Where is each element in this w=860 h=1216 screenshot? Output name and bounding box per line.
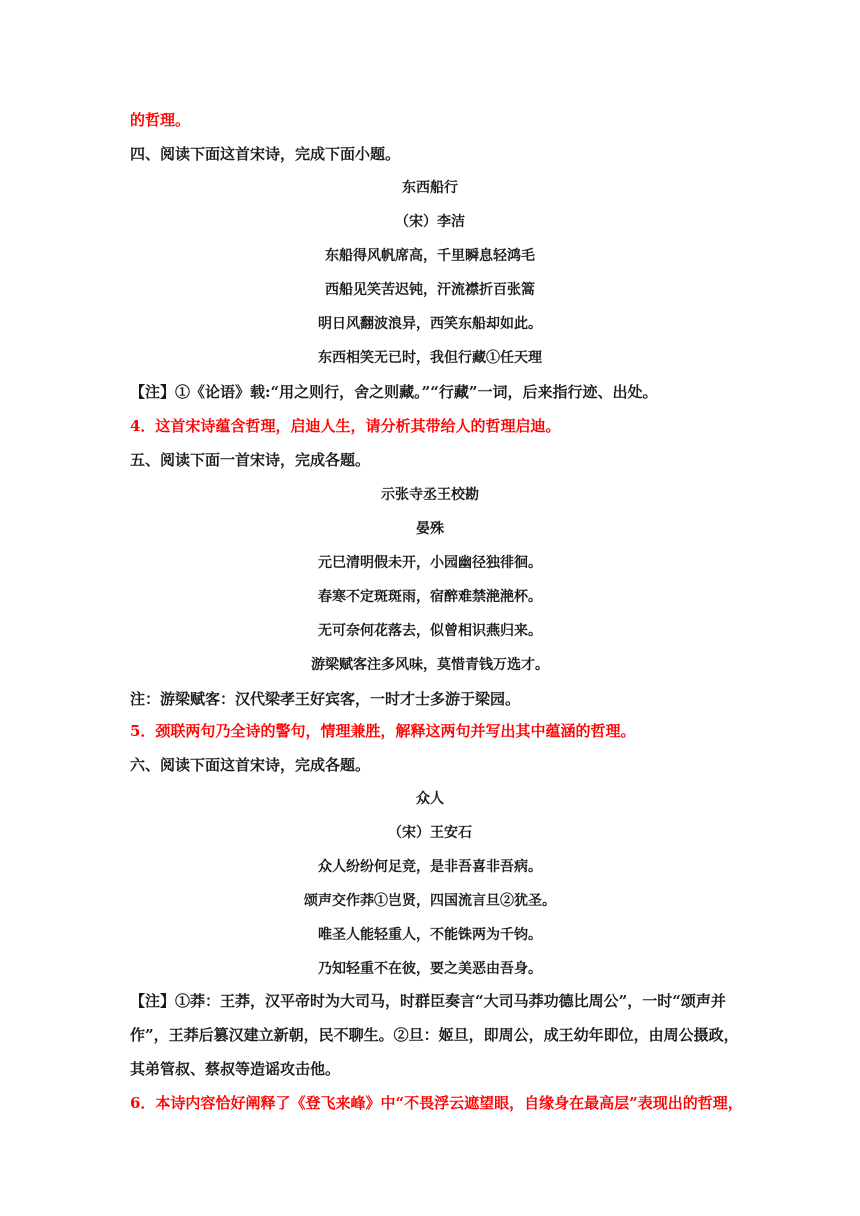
question-5: 5．颈联两句乃全诗的警句，情理兼胜，解释这两句并写出其中蕴涵的哲理。 <box>130 722 636 740</box>
poem-line: 西船见笑苦迟钝，汗流襟折百张篙 <box>325 282 535 298</box>
poem-title: 示张寺丞王校勘 <box>381 487 479 503</box>
poem-author: 晏殊 <box>416 521 444 537</box>
poem-line: 众人纷纷何足竞，是非吾喜非吾病。 <box>318 859 542 875</box>
poem-line: 春寒不定斑斑雨，宿醉难禁滟滟杯。 <box>318 589 542 605</box>
poem-line: 颂声交作莽①岂贤，四国流言旦②犹圣。 <box>304 893 556 909</box>
poem-title: 众人 <box>416 791 444 807</box>
poem-line: 元巳清明假未开，小园幽径独徘徊。 <box>318 555 542 571</box>
footnote: 注：游梁赋客：汉代梁孝王好宾客，一时才士多游于梁园。 <box>130 690 521 708</box>
poem-author: （宋）李洁 <box>395 214 465 230</box>
poem-line: 乃知轻重不在彼，要之美恶由吾身。 <box>318 961 542 977</box>
question-6: 6．本诗内容恰好阐释了《登飞来峰》中“不畏浮云遮望眼，自缘身在最高层”表现出的哲理， <box>130 1094 743 1112</box>
poem-title: 东西船行 <box>402 180 458 196</box>
poem-author: （宋）王安石 <box>388 825 472 841</box>
poem-line: 明日风翻波浪异，西笑东船却如此。 <box>318 316 542 332</box>
poem-line: 游梁赋客注多风味，莫惜青钱万选才。 <box>311 657 549 673</box>
poem-line: 东船得风帆席高，千里瞬息轻鸿毛 <box>325 248 535 264</box>
section-heading-4: 四、阅读下面这首宋诗，完成下面小题。 <box>130 145 401 163</box>
section-heading-6: 六、阅读下面这首宋诗，完成各题。 <box>130 756 371 774</box>
section-heading-5: 五、阅读下面一首宋诗，完成各题。 <box>130 451 371 469</box>
answer-continuation: 的哲理。 <box>130 111 191 129</box>
footnote: 【注】①《论语》载:“用之则行，舍之则藏。”“行藏”一词，后来指行迹、出处。 <box>130 383 658 401</box>
poem-line: 无可奈何花落去，似曾相识燕归来。 <box>318 623 542 639</box>
footnote: 【注】①莽：王莽，汉平帝时为大司马，时群臣奏言“大司马莽功德比周公”，一时“颂声并 <box>130 992 726 1010</box>
question-4: 4．这首宋诗蕴含哲理，启迪人生，请分析其带给人的哲理启迪。 <box>130 417 561 435</box>
poem-line: 东西相笑无已时，我但行藏①任天理 <box>318 350 542 366</box>
footnote: 其弟管叔、蔡叔等造谣攻击他。 <box>130 1060 341 1078</box>
poem-line: 唯圣人能轻重人，不能铢两为千钧。 <box>318 927 542 943</box>
footnote: 作”，王莽后篡汉建立新朝，民不聊生。②旦：姬旦，即周公，成王幼年即位，由周公摄政， <box>130 1026 739 1044</box>
